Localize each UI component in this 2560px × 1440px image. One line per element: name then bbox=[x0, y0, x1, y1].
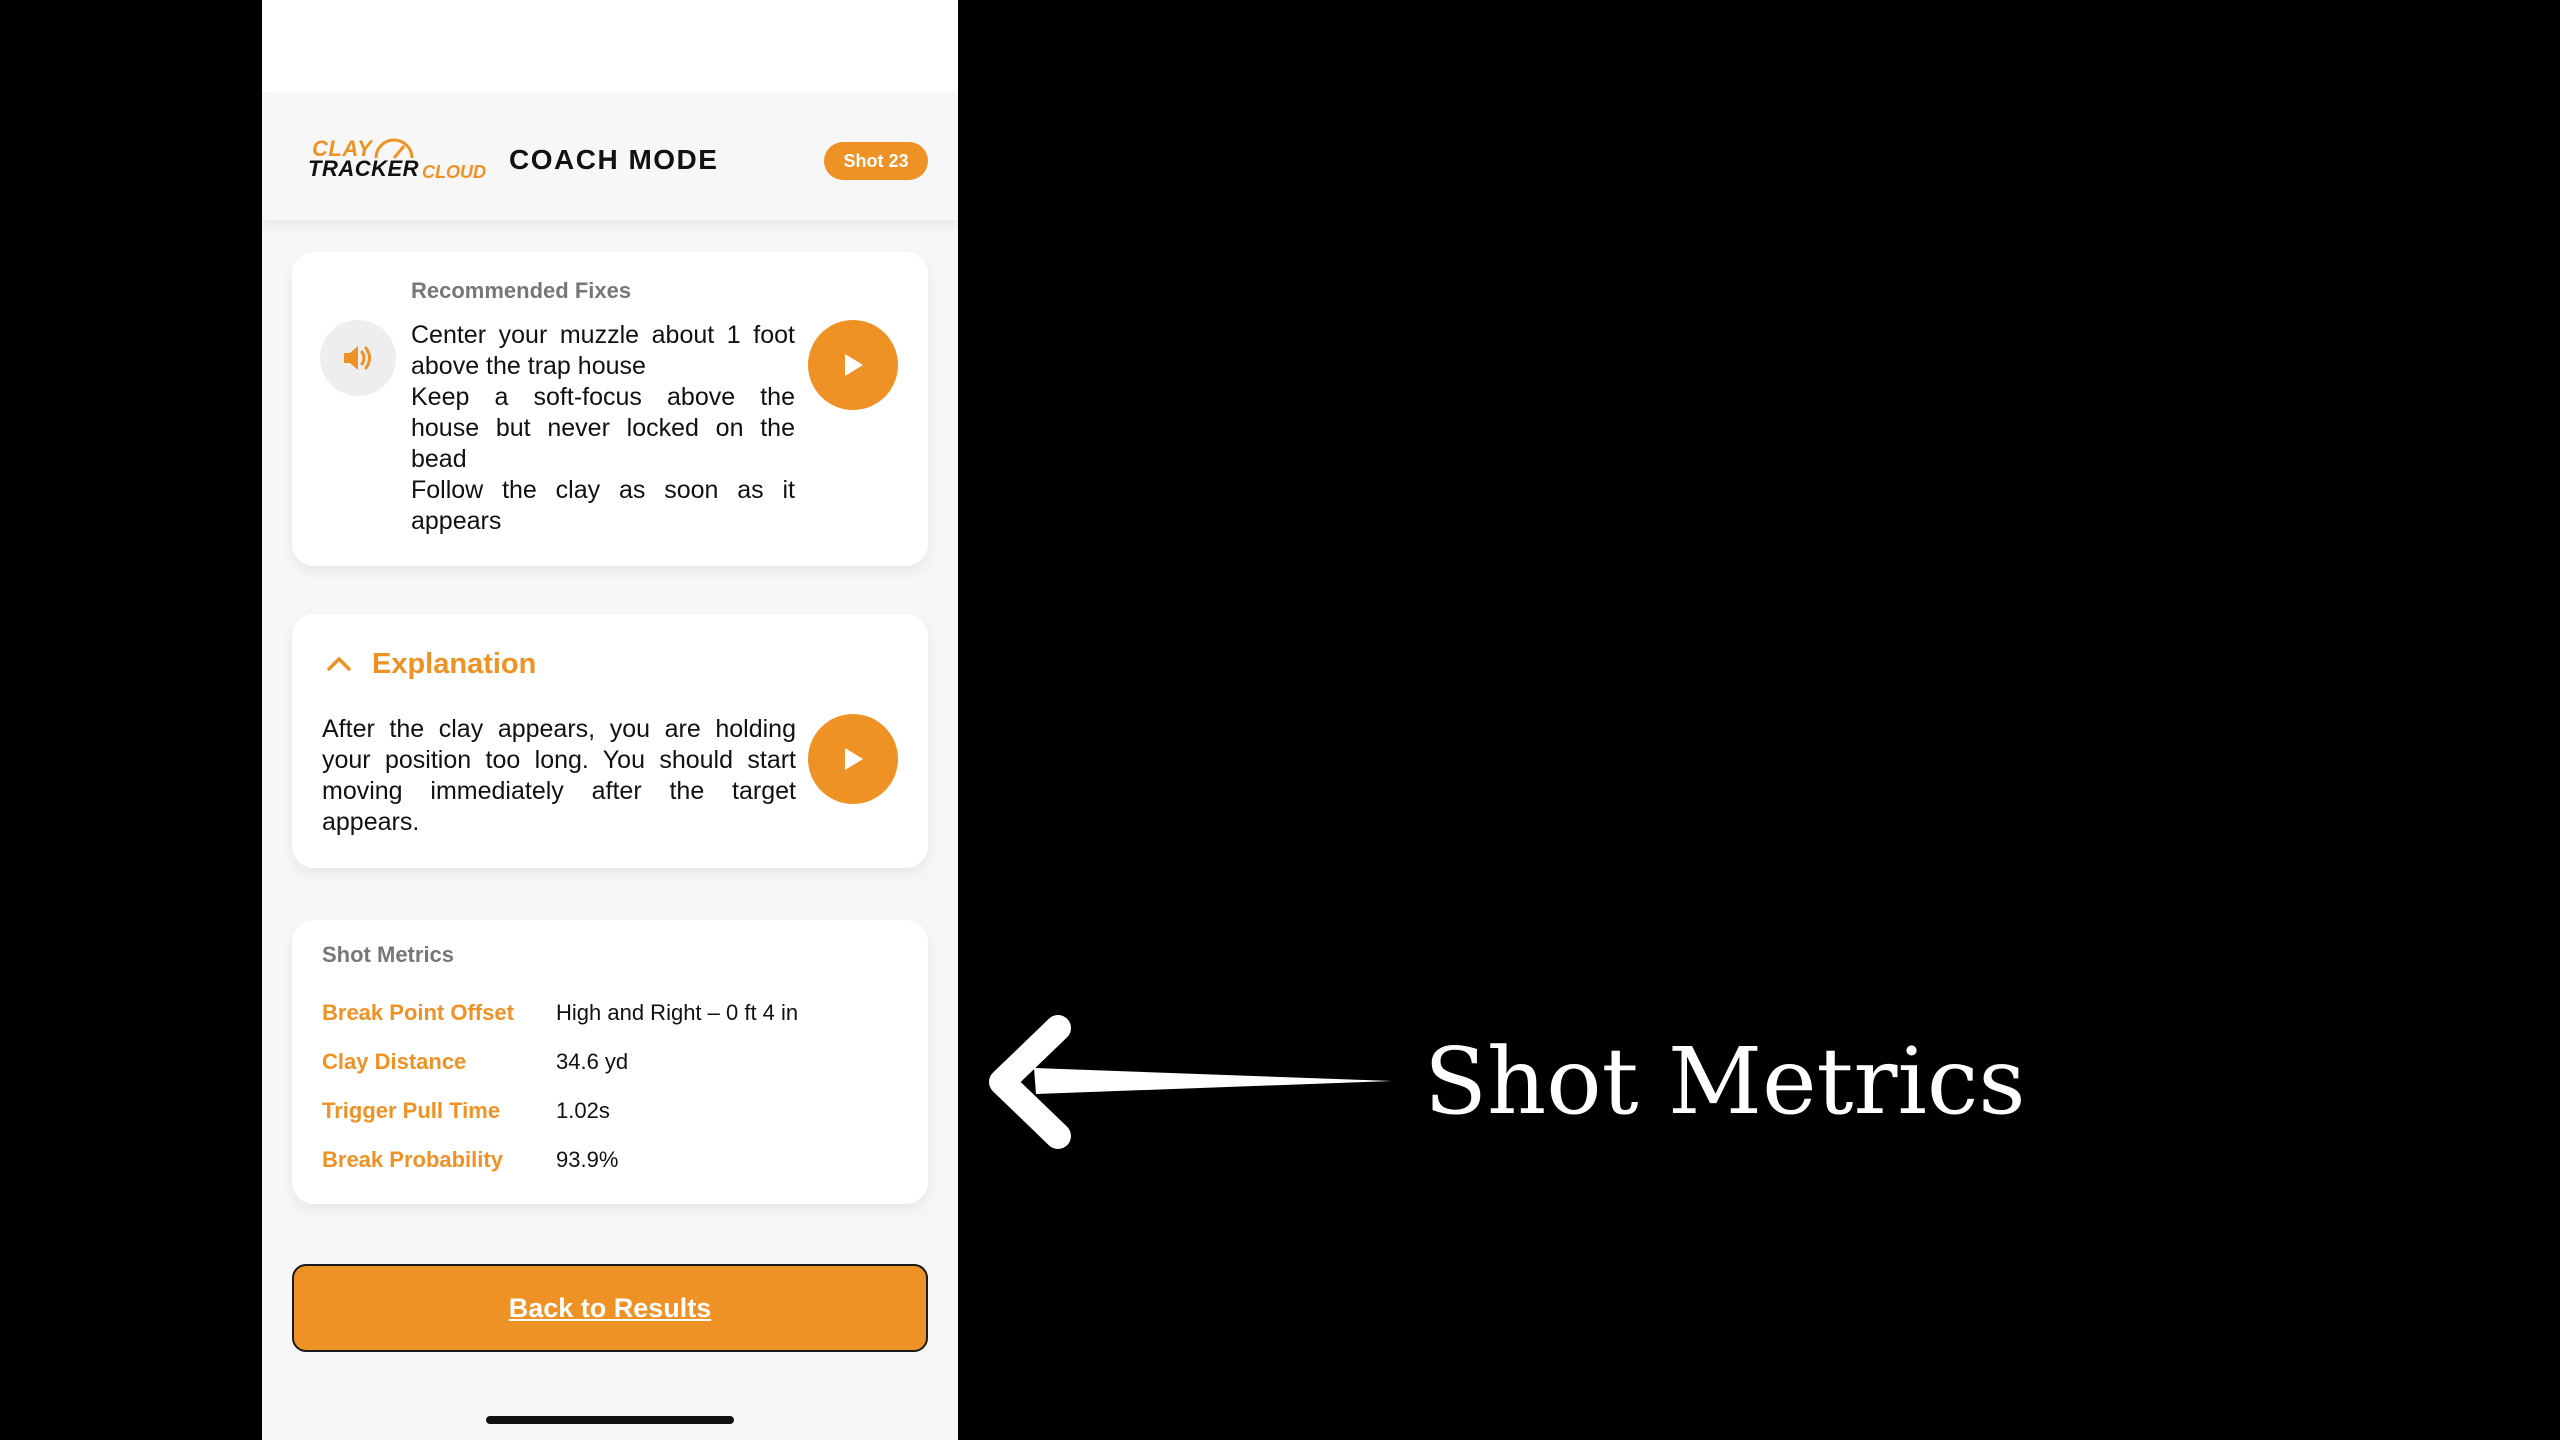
recommended-fixes-heading: Recommended Fixes bbox=[411, 278, 632, 303]
annotation-label: Shot Metrics bbox=[1424, 1028, 2026, 1135]
metric-value: 1.02s bbox=[556, 1098, 610, 1123]
explanation-text: After the clay appears, you are holding your position too long. You should start moving immediately after the target appears. bbox=[322, 715, 796, 836]
play-fixes-button[interactable] bbox=[808, 320, 898, 410]
metric-label: Trigger Pull Time bbox=[322, 1098, 501, 1123]
play-icon bbox=[841, 352, 865, 378]
logo-text-cloud: CLOUD bbox=[422, 162, 486, 182]
metric-label: Clay Distance bbox=[322, 1049, 467, 1074]
fixes-list bbox=[411, 320, 795, 537]
explanation-toggle[interactable] bbox=[326, 644, 536, 684]
metric-label: Break Point Offset bbox=[322, 1000, 514, 1025]
metric-value: High and Right – 0 ft 4 in bbox=[556, 1000, 799, 1025]
metric-row bbox=[322, 998, 798, 1028]
recommended-fixes-card bbox=[292, 252, 928, 566]
shot-metrics-card bbox=[292, 920, 928, 1204]
metric-row bbox=[322, 1145, 618, 1175]
page-title: COACH MODE bbox=[509, 144, 719, 175]
chevron-up-icon bbox=[326, 656, 352, 672]
play-explanation-button[interactable] bbox=[808, 714, 898, 804]
phone-screen bbox=[262, 0, 958, 1440]
metric-row bbox=[322, 1047, 628, 1077]
home-indicator[interactable] bbox=[486, 1416, 734, 1424]
status-bar-area bbox=[262, 0, 958, 92]
explanation-heading: Explanation bbox=[372, 647, 537, 680]
fix-item: Follow the clay as soon as it appears bbox=[411, 476, 795, 535]
explanation-card bbox=[292, 614, 928, 868]
metric-row bbox=[322, 1096, 610, 1126]
shot-metrics-heading: Shot Metrics bbox=[322, 942, 455, 967]
logo-text-clay: CLAY bbox=[312, 136, 373, 161]
shot-badge: Shot 23 bbox=[824, 142, 928, 180]
arrow-left-icon bbox=[980, 1010, 1400, 1150]
play-icon bbox=[841, 746, 865, 772]
metric-label: Break Probability bbox=[322, 1147, 503, 1172]
app-header bbox=[262, 92, 958, 220]
speaker-button[interactable] bbox=[320, 320, 396, 396]
metric-value: 34.6 yd bbox=[556, 1049, 629, 1074]
fix-item: Center your muzzle about 1 foot above the trap house bbox=[411, 321, 795, 380]
logo-text-tracker: TRACKER bbox=[308, 156, 420, 181]
metric-value: 93.9% bbox=[556, 1147, 619, 1172]
clay-tracker-logo bbox=[308, 136, 492, 182]
fix-item: Keep a soft-focus above the house but never locked on the bead bbox=[411, 383, 795, 473]
speaker-icon bbox=[341, 343, 375, 373]
back-to-results-button[interactable]: Back to Results bbox=[292, 1264, 928, 1352]
